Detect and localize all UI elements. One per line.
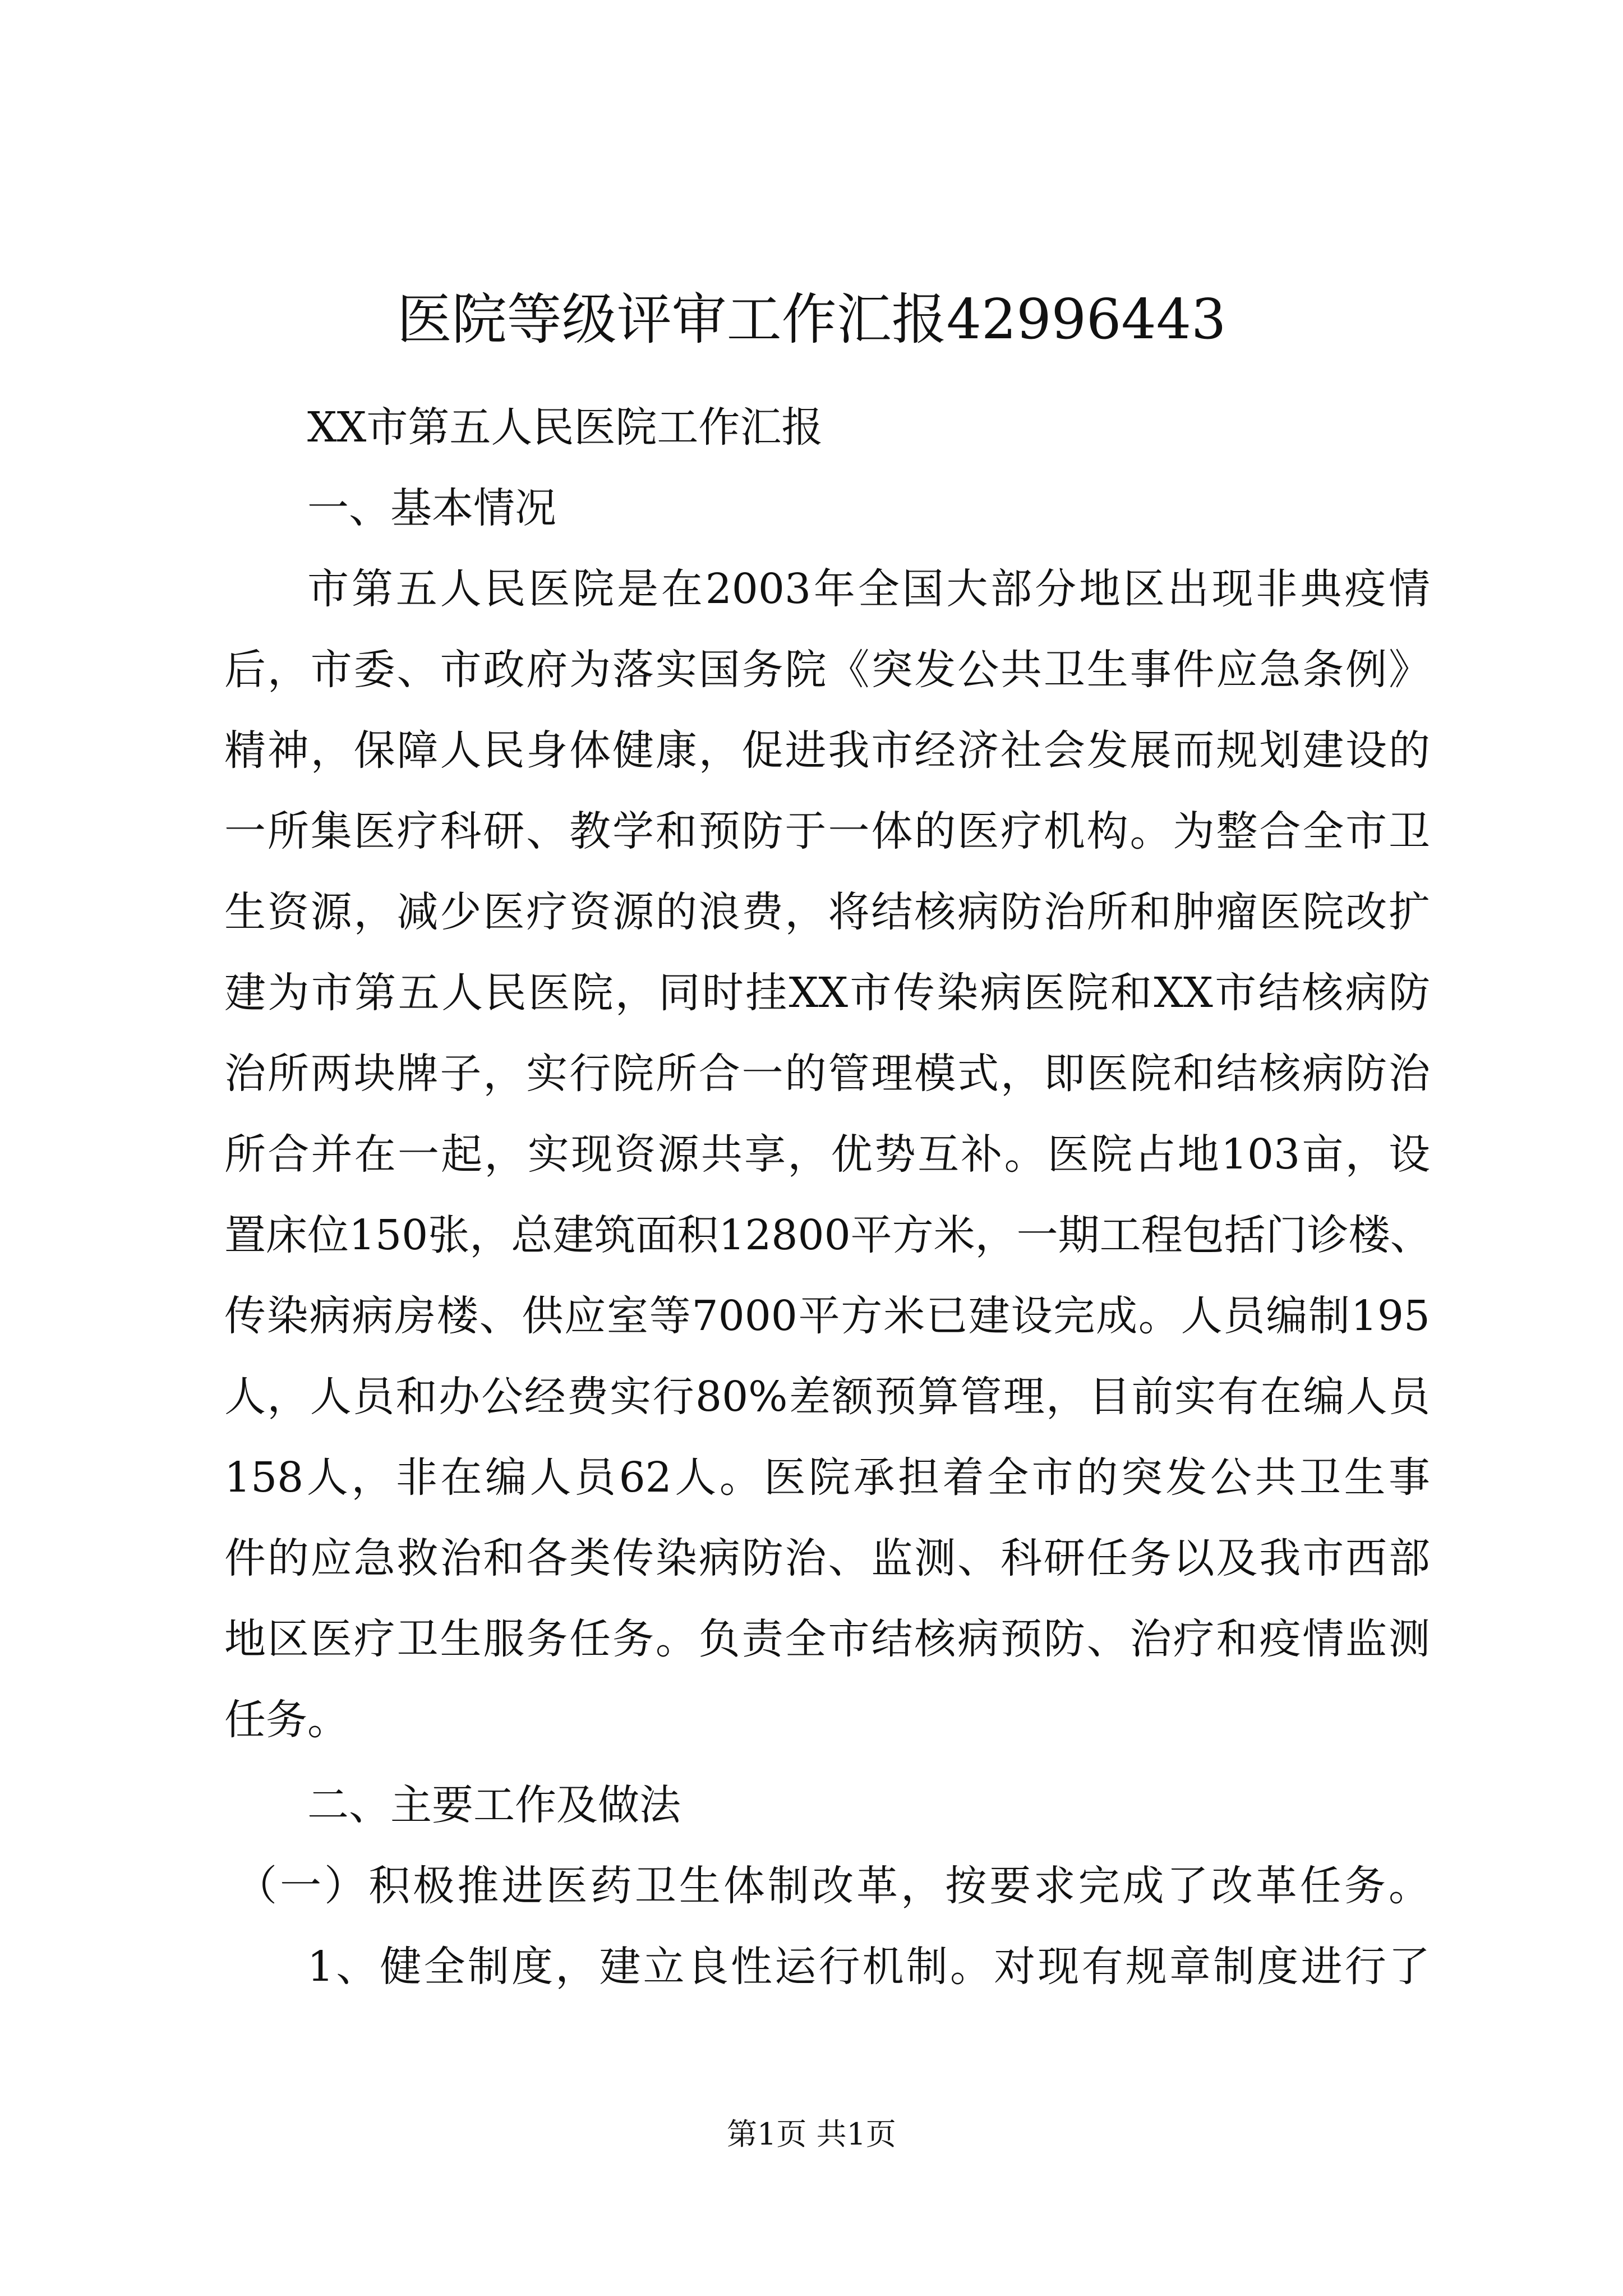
section-heading-basic-info: 一、基本情况 [307, 484, 556, 532]
section-heading-main-work: 二、主要工作及做法 [307, 1781, 681, 1829]
paragraph-line: 置床位150张，总建筑面积12800平方米，一期工程包括门诊楼、 [224, 1211, 1432, 1259]
paragraph-line: 精神，保障人民身体健康，促进我市经济社会发展而规划建设的 [224, 726, 1430, 775]
paragraph-line: 一所集医疗科研、教学和预防于一体的医疗机构。为整合全市卫 [224, 807, 1430, 855]
paragraph-line: 任务。 [224, 1696, 349, 1744]
paragraph-line: 建为市第五人民医院，同时挂XX市传染病医院和XX市结核病防 [224, 969, 1430, 1017]
paragraph-line: 后，市委、市政府为落实国务院《突发公共卫生事件应急条例》 [224, 646, 1430, 694]
paragraph-line: 治所两块牌子，实行院所合一的管理模式，即医院和结核病防治 [224, 1050, 1430, 1098]
document-subtitle: XX市第五人民医院工作汇报 [307, 403, 823, 452]
paragraph-line: 生资源，减少医疗资源的浪费，将结核病防治所和肿瘤医院改扩 [224, 888, 1430, 936]
paragraph-line: 158人，非在编人员62人。医院承担着全市的突发公共卫生事 [224, 1453, 1430, 1502]
paragraph-line: 件的应急救治和各类传染病防治、监测、科研任务以及我市西部 [224, 1534, 1430, 1582]
paragraph-gap [224, 1760, 1430, 1765]
document-body [224, 387, 1430, 2007]
paragraph-line: 所合并在一起，实现资源共享，优势互补。医院占地103亩，设 [224, 1130, 1430, 1179]
paragraph-line: 人，人员和办公经费实行80%差额预算管理，目前实有在编人员 [224, 1373, 1430, 1421]
document-title: 医院等级评审工作汇报42996443 [396, 288, 1227, 352]
item-heading-system: 1、健全制度，建立良性运行机制。对现有规章制度进行了 [307, 1943, 1430, 1991]
paragraph-line: 市第五人民医院是在2003年全国大部分地区出现非典疫情 [307, 565, 1430, 613]
subsection-heading-reform: （一）积极推进医药卫生体制改革，按要求完成了改革任务。 [236, 1862, 1430, 1910]
paragraph-line: 传染病病房楼、供应室等7000平方米已建设完成。人员编制195 [224, 1292, 1430, 1340]
paragraph-basic-info [224, 549, 1430, 1760]
page-number-footer: 第1页 共1页 [727, 2116, 896, 2152]
paragraph-line: 地区医疗卫生服务任务。负责全市结核病预防、治疗和疫情监测 [224, 1615, 1430, 1663]
